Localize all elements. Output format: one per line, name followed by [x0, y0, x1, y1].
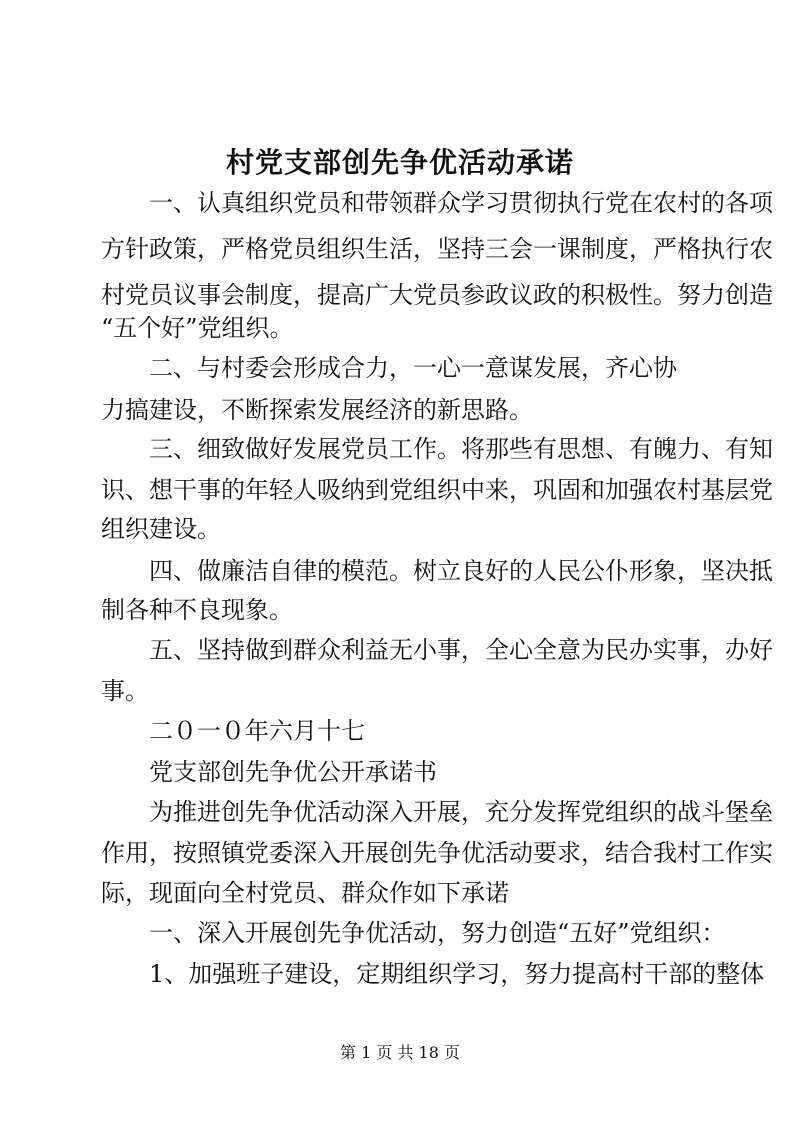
body-line: 制各种不良现象。 — [101, 596, 293, 624]
document-title: 村党支部创先争优活动承诺 — [225, 146, 574, 179]
body-line: “五个好”党组织。 — [101, 314, 294, 342]
body-line: 三、细致做好发展党员工作。将那些有思想、有魄力、有知 — [149, 435, 773, 463]
body-line: 方针政策，严格党员组织生活，坚持三会一课制度，严格执行农 — [101, 235, 773, 263]
body-line: 四、做廉洁自律的模范。树立良好的人民公仆形象，坚决抵 — [149, 557, 773, 585]
body-line: 作用，按照镇党委深入开展创先争优活动要求，结合我村工作实 — [101, 839, 773, 867]
body-line: 识、想干事的年轻人吸纳到党组织中来，巩固和加强农村基层党 — [101, 476, 773, 504]
date-line: 二０一０年六月十七 — [149, 717, 365, 745]
body-line: 力搞建设，不断探索发展经济的新思路。 — [101, 396, 533, 424]
body-line: 际，现面向全村党员、群众作如下承诺 — [101, 879, 509, 907]
body-line: 村党员议事会制度，提高广大党员参政议政的积极性。努力创造 — [101, 281, 773, 309]
page-footer: 第 1 页 共 18 页 — [340, 1043, 460, 1062]
body-line: 五、坚持做到群众利益无小事，全心全意为民办实事，办好 — [149, 636, 773, 664]
body-line: 事。 — [101, 677, 149, 705]
body-line: 1、加强班子建设，定期组织学习，努力提高村干部的整体 — [149, 960, 765, 988]
body-line: 一、认真组织党员和带领群众学习贯彻执行党在农村的各项 — [149, 189, 773, 217]
body-line: 为推进创先争优活动深入开展，充分发挥党组织的战斗堡垒 — [149, 798, 773, 826]
body-line: 二、与村委会形成合力，一心一意谋发展，齐心协 — [149, 354, 677, 382]
subheading-line: 党支部创先争优公开承诺书 — [149, 758, 437, 786]
body-line: 一、深入开展创先争优活动，努力创造“五好”党组织： — [149, 919, 726, 947]
body-line: 组织建设。 — [101, 515, 221, 543]
